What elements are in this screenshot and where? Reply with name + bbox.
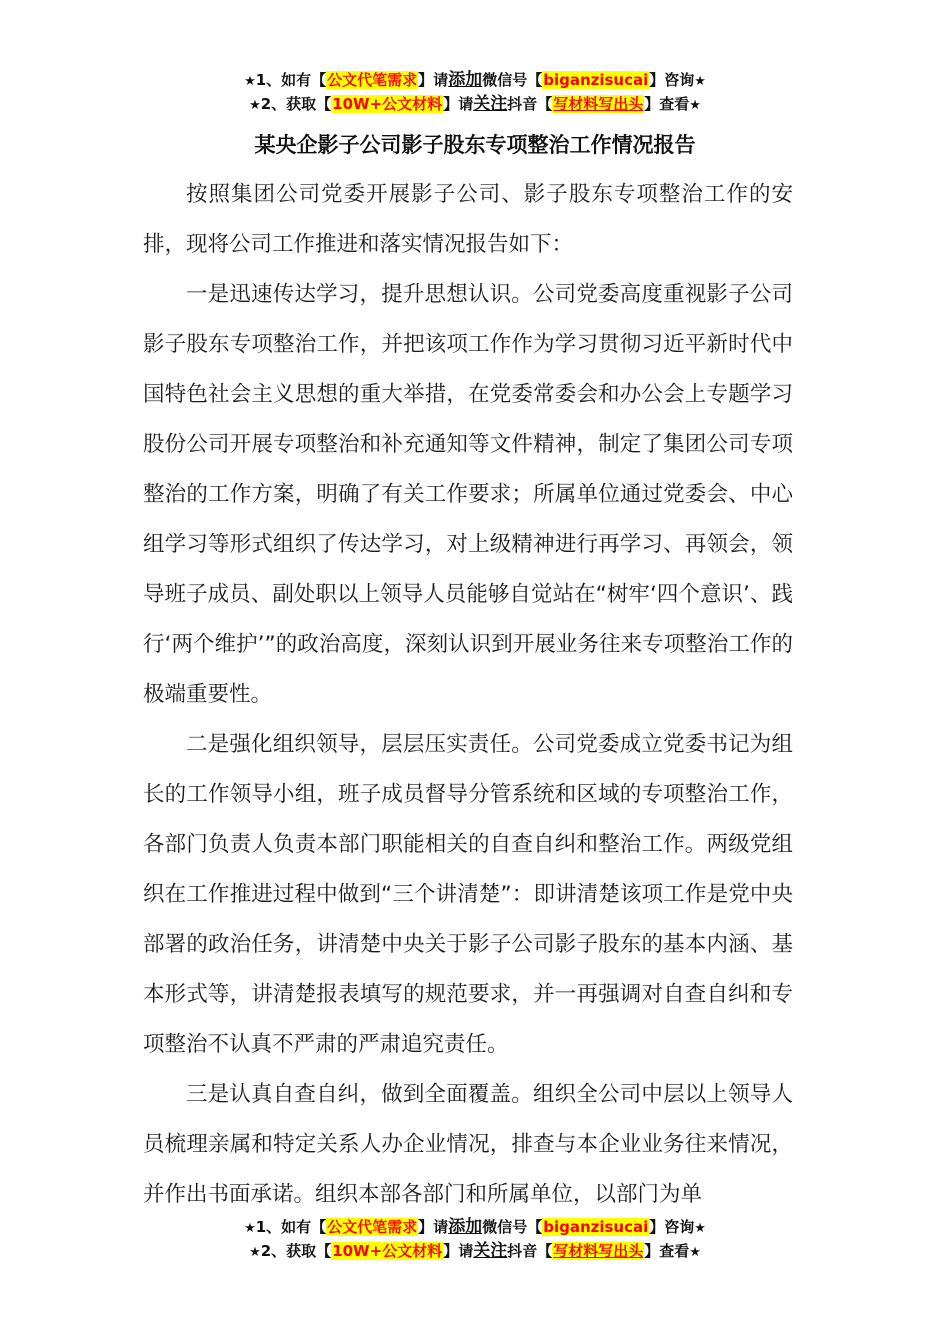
banner-line-2 [0,93,950,117]
banner-emphasis: 关注 [473,1241,508,1261]
star-icon: ★ [694,74,706,89]
paragraph-1: 一是迅速传达学习，提升思想认识。公司党委高度重视影子公司影子股东专项整治工作，并把该项工作作为学习贯彻习近平新时代中国特色社会主义思想的重大举措，在党委常委会和办公会上专题学习股份公司开展专项整治和补充通知等文件精神，制定了集团公司专项整治的工作方案，明确了有关工作要求；所属单位通过党委会、中心组学习等形式组织了传达学习，对上级精神进行再学习、再领会，领导班子成员、副处职以上领导人员能够自觉站在“树牢‘四个意识’、践行‘两个维护’”的政治高度，深刻认识到开展业务往来专项整治工作的极端重要性。 [143,282,793,707]
star-icon: ★ [244,1221,256,1236]
document-body [143,170,793,1220]
banner-highlight: 10W+公文材料 [332,1242,443,1260]
banner-highlight: biganzisucai [543,71,649,89]
banner-line-1 [0,1216,950,1240]
star-icon: ★ [689,1245,701,1260]
paragraph-intro: 按照集团公司党委开展影子公司、影子股东专项整治工作的安排，现将公司工作推进和落实情况报告如下： [143,182,793,257]
banner-emphasis: 关注 [473,94,508,114]
banner-text: 】请 [418,1218,449,1236]
banner-text: 】查看 [644,1242,690,1260]
banner-text: 1、如有【 [255,1218,327,1236]
banner-text: 抖音【 [507,1242,553,1260]
star-icon: ★ [694,1221,706,1236]
star-icon: ★ [244,74,256,89]
banner-line-1 [0,69,950,93]
star-icon: ★ [249,98,261,113]
star-icon: ★ [689,98,701,113]
footer-banner [0,1216,950,1264]
banner-emphasis: 添加 [448,1217,483,1237]
banner-text: 】请 [443,1242,474,1260]
banner-text: 抖音【 [507,95,553,113]
banner-text: 微信号【 [482,1218,543,1236]
banner-text: 】查看 [644,95,690,113]
paragraph-2: 二是强化组织领导，层层压实责任。公司党委成立党委书记为组长的工作领导小组，班子成员督导分管系统和区域的专项整治工作，各部门负责人负责本部门职能相关的自查自纠和整治工作。两级党组织在工作推进过程中做到“三个讲清楚”：即讲清楚该项工作是党中央部署的政治任务，讲清楚中央关于影子公司影子股东的基本内涵、基本形式等，讲清楚报表填写的规范要求，并一再强调对自查自纠和专项整治不认真不严肃的严肃追究责任。 [143,732,793,1057]
banner-line-2 [0,1240,950,1264]
banner-emphasis: 添加 [448,70,483,90]
banner-text: 1、如有【 [255,71,327,89]
banner-highlight: 写材料写出头 [553,1242,644,1260]
banner-highlight: 10W+公文材料 [332,95,443,113]
paragraph-3: 三是认真自查自纠，做到全面覆盖。组织全公司中层以上领导人员梳理亲属和特定关系人办企业情况，排查与本企业业务往来情况，并作出书面承诺。组织本部各部门和所属单位，以部门为单 [143,1082,793,1207]
banner-text: 】咨询 [649,71,695,89]
header-banner [0,69,950,117]
banner-text: 2、获取【 [260,1242,332,1260]
star-icon: ★ [249,1245,261,1260]
banner-highlight: 写材料写出头 [553,95,644,113]
banner-text: 2、获取【 [260,95,332,113]
banner-highlight: 公文代笔需求 [327,1218,418,1236]
banner-text: 】咨询 [649,1218,695,1236]
banner-highlight: 公文代笔需求 [327,71,418,89]
document-title: 某央企影子公司影子股东专项整治工作情况报告 [254,133,696,157]
banner-text: 】请 [418,71,449,89]
banner-highlight: biganzisucai [543,1218,649,1236]
banner-text: 微信号【 [482,71,543,89]
banner-text: 】请 [443,95,474,113]
